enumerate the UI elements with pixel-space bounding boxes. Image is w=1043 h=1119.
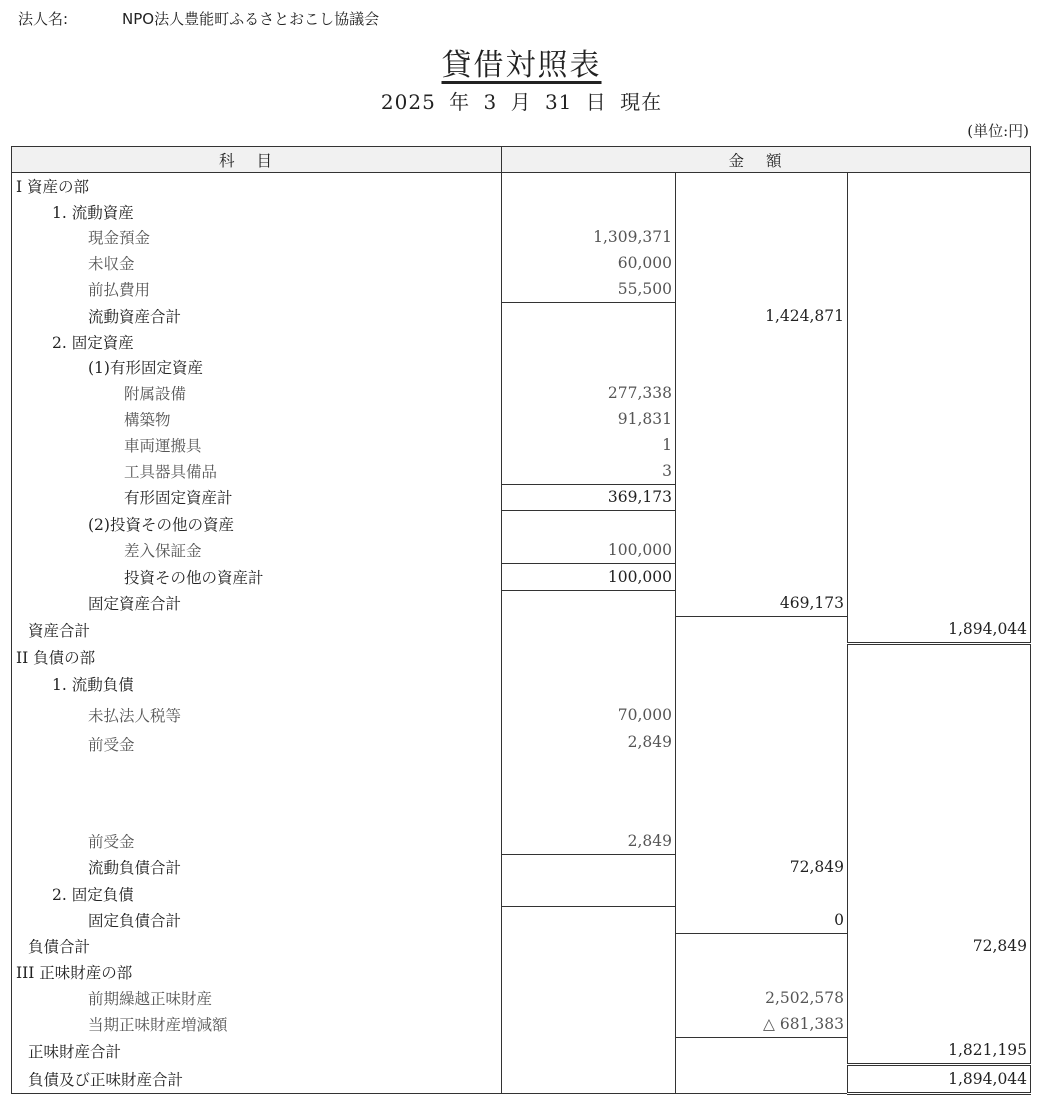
table-row bbox=[12, 355, 1031, 381]
row-label: 車両運搬具 bbox=[12, 432, 502, 458]
table-row bbox=[12, 1037, 1031, 1064]
subsection-heading: 1. 流動負債 bbox=[12, 671, 502, 697]
table-row bbox=[12, 250, 1031, 276]
row-value: 2,849 bbox=[502, 733, 676, 769]
row-label: 工具器具備品 bbox=[12, 458, 502, 484]
table-row bbox=[12, 406, 1031, 432]
row-value: 1,821,195 bbox=[848, 1037, 1031, 1064]
table-row bbox=[12, 302, 1031, 328]
row-value: 100,000 bbox=[502, 563, 676, 590]
row-label: 構築物 bbox=[12, 406, 502, 432]
row-value: 3 bbox=[502, 458, 676, 484]
row-value: 1 bbox=[502, 432, 676, 458]
category-heading: (1)有形固定資産 bbox=[12, 355, 502, 381]
row-value: 1,894,044 bbox=[848, 1065, 1031, 1094]
row-label: 負債及び正味財産合計 bbox=[12, 1065, 502, 1094]
table-row bbox=[12, 563, 1031, 590]
org-label: 法人名: bbox=[18, 10, 69, 28]
table-row bbox=[12, 199, 1031, 225]
row-label: 当期正味財産増減額 bbox=[12, 1011, 502, 1037]
table-row bbox=[12, 173, 1031, 199]
row-value: △ 681,383 bbox=[676, 1011, 848, 1037]
table-row bbox=[12, 959, 1031, 985]
table-row bbox=[12, 933, 1031, 959]
org-name: NPO法人豊能町ふるさとおこし協議会 bbox=[122, 10, 380, 28]
balance-sheet-table bbox=[11, 146, 1031, 1095]
table-row bbox=[12, 854, 1031, 880]
row-label: 差入保証金 bbox=[12, 537, 502, 563]
section-heading: III 正味財産の部 bbox=[12, 959, 502, 985]
row-value: 70,000 bbox=[502, 697, 676, 733]
table-row bbox=[12, 1065, 1031, 1094]
row-label: 流動資産合計 bbox=[12, 302, 502, 328]
table-row bbox=[12, 511, 1031, 537]
row-label: 流動負債合計 bbox=[12, 854, 502, 880]
row-label: 投資その他の資産計 bbox=[12, 563, 502, 590]
table-row bbox=[12, 225, 1031, 251]
subsection-heading: 2. 固定負債 bbox=[12, 881, 502, 907]
table-row bbox=[12, 985, 1031, 1011]
row-label: 前期繰越正味財産 bbox=[12, 985, 502, 1011]
row-value: 0 bbox=[676, 907, 848, 933]
row-label: 前払費用 bbox=[12, 276, 502, 302]
section-heading: II 負債の部 bbox=[12, 644, 502, 671]
row-value: 277,338 bbox=[502, 380, 676, 406]
table-row bbox=[12, 644, 1031, 671]
subsection-heading: 1. 流動資産 bbox=[12, 199, 502, 225]
row-value: 1,309,371 bbox=[502, 225, 676, 251]
row-label: 未払法人税等 bbox=[12, 697, 502, 733]
organization-line bbox=[18, 8, 379, 29]
subsection-heading: 2. 固定資産 bbox=[12, 329, 502, 355]
header-amount: 金額 bbox=[502, 147, 1031, 173]
table-row bbox=[12, 276, 1031, 302]
row-label: 有形固定資産計 bbox=[12, 484, 502, 511]
document-title: 貸借対照表 bbox=[441, 48, 602, 83]
row-value: 1,894,044 bbox=[848, 617, 1031, 644]
section-heading: I 資産の部 bbox=[12, 173, 502, 199]
row-value: 2,849 bbox=[502, 828, 676, 854]
table-row bbox=[12, 329, 1031, 355]
report-date: 2025 年 3 月 31 日 現在 bbox=[380, 90, 663, 114]
row-label: 現金預金 bbox=[12, 225, 502, 251]
row-value: 469,173 bbox=[676, 590, 848, 616]
row-label: 資産合計 bbox=[12, 617, 502, 644]
table-row bbox=[12, 671, 1031, 697]
row-label: 負債合計 bbox=[12, 933, 502, 959]
row-value: 100,000 bbox=[502, 537, 676, 563]
row-label: 前受金 bbox=[12, 828, 502, 854]
table-row bbox=[12, 733, 1031, 769]
row-value: 72,849 bbox=[848, 933, 1031, 959]
category-heading: (2)投資その他の資産 bbox=[12, 511, 502, 537]
table-row bbox=[12, 432, 1031, 458]
table-row bbox=[12, 1011, 1031, 1037]
table-row bbox=[12, 380, 1031, 406]
table-row bbox=[12, 590, 1031, 616]
table-row bbox=[12, 828, 1031, 854]
row-value: 91,831 bbox=[502, 406, 676, 432]
row-value: 55,500 bbox=[502, 276, 676, 302]
row-value: 60,000 bbox=[502, 250, 676, 276]
table-header bbox=[12, 147, 1031, 173]
table-row bbox=[12, 881, 1031, 907]
row-value: 2,502,578 bbox=[676, 985, 848, 1011]
row-label: 正味財産合計 bbox=[12, 1037, 502, 1064]
row-label: 前受金 bbox=[12, 733, 502, 769]
table-row bbox=[12, 617, 1031, 644]
table-row bbox=[12, 537, 1031, 563]
row-label: 未収金 bbox=[12, 250, 502, 276]
unit-label: (単位:円) bbox=[967, 122, 1029, 140]
row-value: 1,424,871 bbox=[676, 302, 848, 328]
table-row bbox=[12, 484, 1031, 511]
table-row bbox=[12, 907, 1031, 933]
table-row bbox=[12, 697, 1031, 733]
row-label: 附属設備 bbox=[12, 380, 502, 406]
row-label: 固定資産合計 bbox=[12, 590, 502, 616]
table-row bbox=[12, 458, 1031, 484]
header-item: 科目 bbox=[12, 147, 502, 173]
row-label: 固定負債合計 bbox=[12, 907, 502, 933]
row-value: 72,849 bbox=[676, 854, 848, 880]
row-value: 369,173 bbox=[502, 484, 676, 511]
table-row-spacer bbox=[12, 769, 1031, 828]
